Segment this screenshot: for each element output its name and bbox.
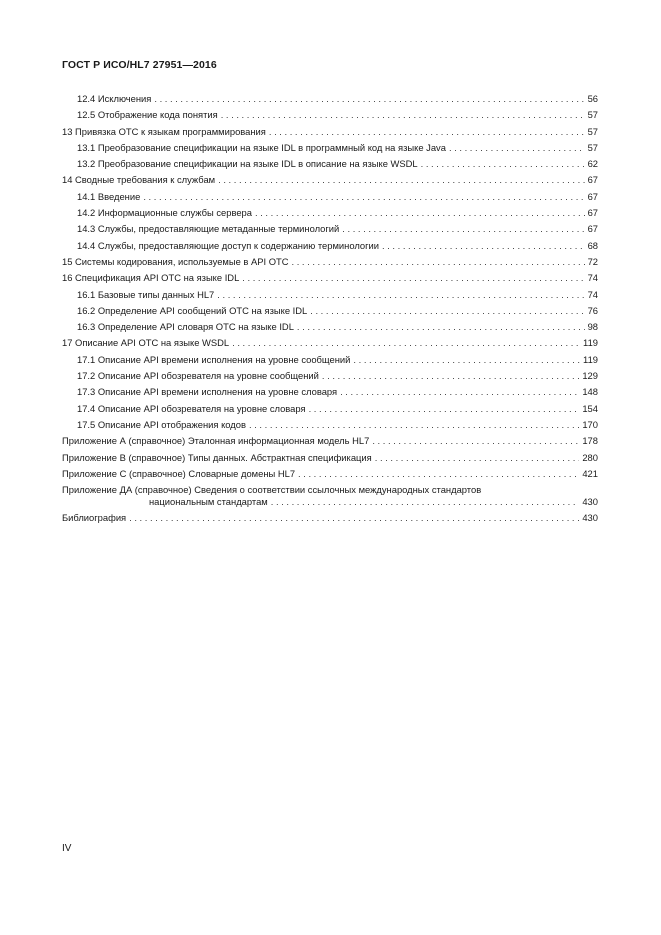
dot-leader	[375, 450, 580, 466]
toc-entry-title: 17.2 Описание API обозревателя на уровне сообщений	[77, 370, 319, 382]
toc-entry[interactable]	[62, 433, 598, 449]
toc-page-number: 280	[582, 451, 598, 463]
toc-page-number: 154	[582, 402, 598, 414]
page-number: IV	[62, 843, 72, 854]
toc-entry-title: 13.2 Преобразование спецификации на языке IDL в описание на языке WSDL	[77, 158, 418, 170]
dot-leader	[297, 319, 585, 335]
toc-entry-title: 17.1 Описание API времени исполнения на уровне сообщений	[77, 353, 351, 365]
toc-entry[interactable]	[62, 205, 598, 221]
dot-leader	[271, 496, 580, 508]
dot-leader	[340, 384, 579, 400]
toc-entry[interactable]	[62, 303, 598, 319]
toc-entry-title: 16.2 Определение API сообщений ОТС на языке IDL	[77, 304, 308, 316]
dot-leader	[129, 510, 579, 526]
toc-entry[interactable]	[62, 124, 598, 140]
dot-leader	[232, 335, 580, 351]
toc-page-number: 57	[587, 109, 598, 121]
dot-leader	[310, 303, 584, 319]
dot-leader	[382, 238, 585, 254]
toc-page-number: 74	[587, 288, 598, 300]
toc-entry[interactable]	[62, 254, 598, 270]
document-header: ГОСТ Р ИСО/HL7 27951—2016	[62, 59, 217, 71]
toc-page-number: 72	[587, 255, 598, 267]
toc-entry-title: Библиография	[62, 512, 127, 524]
toc-entry[interactable]	[62, 368, 598, 384]
toc-entry[interactable]	[62, 91, 598, 107]
toc-page-number: 76	[587, 304, 598, 316]
toc-entry[interactable]	[62, 384, 598, 400]
toc-page-number: 67	[587, 207, 598, 219]
toc-entry[interactable]	[62, 417, 598, 433]
dot-leader	[372, 433, 579, 449]
dot-leader	[449, 140, 585, 156]
toc-entry[interactable]	[62, 319, 598, 335]
toc-entry-title: 17.4 Описание API обозревателя на уровне словаря	[77, 402, 306, 414]
toc-entry[interactable]	[62, 270, 598, 286]
toc-entry[interactable]	[62, 140, 598, 156]
dot-leader	[298, 466, 579, 482]
dot-leader	[154, 91, 584, 107]
dot-leader	[292, 254, 585, 270]
dot-leader	[269, 124, 585, 140]
toc-entry-title: 12.4 Исключения	[77, 93, 152, 104]
toc-entry-title: Приложение А (справочное) Эталонная информационная модель HL7	[62, 435, 370, 447]
toc-entry[interactable]	[62, 352, 598, 368]
toc-entry-title: Приложение В (справочное) Типы данных. Абстрактная спецификация	[62, 451, 372, 463]
table-of-contents	[62, 91, 598, 526]
toc-entry-title: 17 Описание API ОТС на языке WSDL	[62, 337, 230, 349]
toc-page-number: 62	[587, 158, 598, 170]
toc-entry-continuation	[62, 496, 598, 508]
dot-leader	[342, 221, 584, 237]
toc-page-number: 129	[582, 370, 598, 382]
toc-entry[interactable]	[62, 466, 598, 482]
toc-page-number: 98	[587, 321, 598, 333]
dot-leader	[221, 107, 585, 123]
toc-page-number: 119	[583, 337, 598, 349]
dot-leader	[421, 156, 585, 172]
toc-entry[interactable]	[62, 221, 598, 237]
toc-entry-title: 16 Спецификация API ОТС на языке IDL	[62, 272, 240, 284]
toc-entry[interactable]	[62, 238, 598, 254]
toc-entry[interactable]	[62, 510, 598, 526]
toc-entry[interactable]	[62, 450, 598, 466]
toc-page-number: 67	[587, 174, 598, 186]
toc-entry[interactable]	[62, 401, 598, 417]
toc-entry-title: 14.2 Информационные службы сервера	[77, 207, 252, 219]
toc-entry[interactable]	[62, 287, 598, 303]
dot-leader	[217, 287, 584, 303]
dot-leader	[218, 172, 584, 188]
toc-page-number: 430	[582, 496, 598, 508]
dot-leader	[322, 368, 579, 384]
toc-entry-title: Приложение ДА (справочное) Сведения о соответствии ссылочных международных стандартов	[62, 484, 482, 496]
toc-entry[interactable]	[62, 172, 598, 188]
toc-entry-title: 15 Системы кодирования, используемые в API ОТС	[62, 255, 289, 267]
toc-entry-title: 14.3 Службы, предоставляющие метаданные терминологий	[77, 223, 340, 235]
toc-page-number: 74	[587, 272, 598, 284]
toc-page-number: 56	[587, 93, 598, 104]
toc-page-number: 148	[582, 386, 598, 398]
toc-entry-title-line2: национальным стандартам	[149, 496, 268, 508]
toc-entry[interactable]	[62, 156, 598, 172]
dot-leader	[353, 352, 580, 368]
toc-page-number: 430	[582, 512, 598, 524]
toc-entry-title: 14.4 Службы, предоставляющие доступ к содержанию терминологии	[77, 239, 380, 251]
dot-leader	[249, 417, 579, 433]
toc-page-number: 67	[587, 190, 598, 202]
toc-entry[interactable]	[62, 107, 598, 123]
toc-entry[interactable]	[62, 482, 598, 510]
dot-leader	[242, 270, 584, 286]
dot-leader	[309, 401, 580, 417]
toc-entry[interactable]	[62, 189, 598, 205]
toc-page-number: 421	[582, 467, 598, 479]
toc-page-number: 68	[587, 239, 598, 251]
toc-entry-title: 13.1 Преобразование спецификации на языке IDL в программный код на языке Java	[77, 141, 446, 153]
toc-page-number: 119	[583, 353, 598, 365]
toc-entry-title: 12.5 Отображение кода понятия	[77, 109, 218, 121]
toc-entry-title: 16.3 Определение API словаря ОТС на языке IDL	[77, 321, 294, 333]
toc-page-number: 57	[587, 125, 598, 137]
toc-entry-title: 17.5 Описание API отображения кодов	[77, 418, 246, 430]
toc-entry-title: 14 Сводные требования к службам	[62, 174, 216, 186]
toc-entry-title: 17.3 Описание API времени исполнения на уровне словаря	[77, 386, 338, 398]
toc-entry-title: 14.1 Введение	[77, 190, 141, 202]
toc-page-number: 178	[582, 435, 598, 447]
dot-leader	[255, 205, 585, 221]
toc-page-number: 57	[587, 141, 598, 153]
toc-page-number: 170	[582, 418, 598, 430]
toc-page-number: 67	[587, 223, 598, 235]
toc-entry-title: 13 Привязка ОТС к языкам программирования	[62, 125, 266, 137]
toc-entry[interactable]	[62, 335, 598, 351]
toc-entry-title: Приложение С (справочное) Словарные домены HL7	[62, 467, 296, 479]
toc-entry-title: 16.1 Базовые типы данных HL7	[77, 288, 215, 300]
dot-leader	[143, 189, 584, 205]
